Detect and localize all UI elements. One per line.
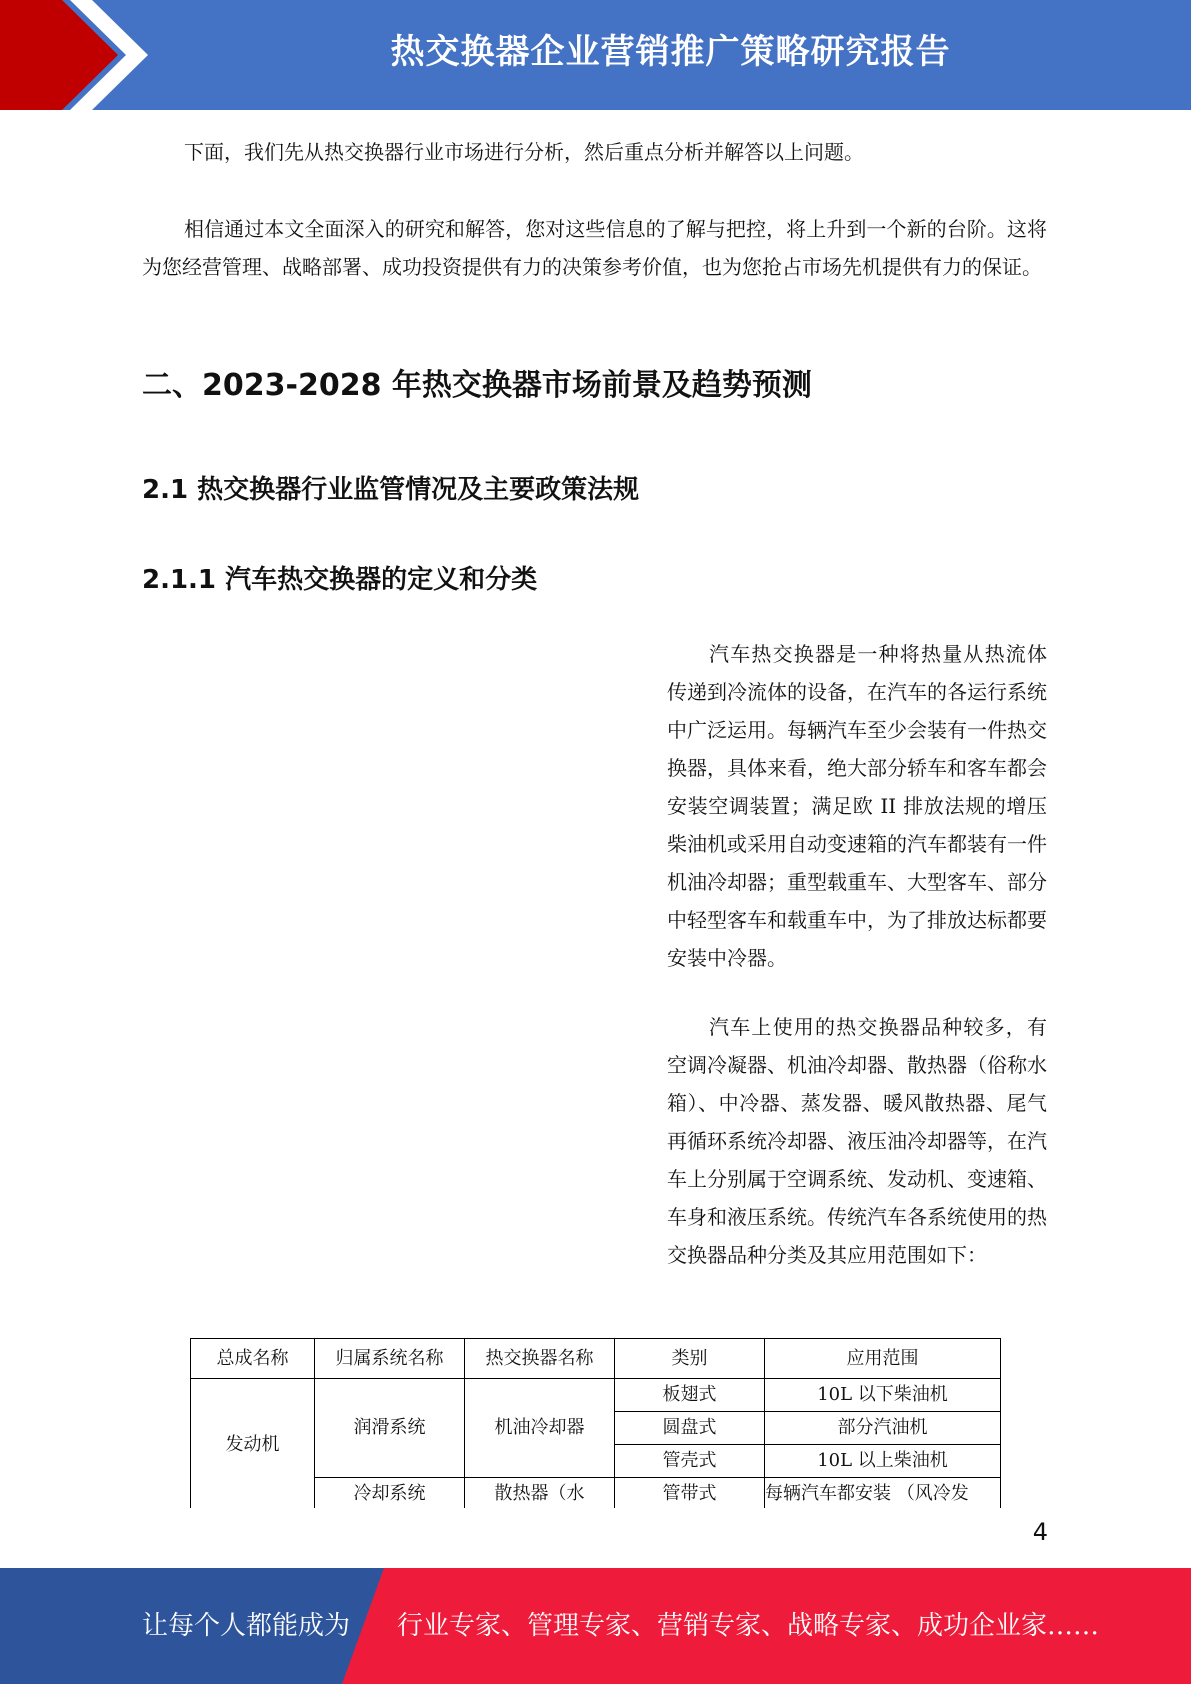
header-arrow-decoration bbox=[0, 0, 170, 110]
table-header-cell: 应用范围 bbox=[765, 1339, 1001, 1379]
table-cell-scope: 部分汽油机 bbox=[765, 1412, 1001, 1445]
footer-slogan-right: 行业专家、管理专家、营销专家、战略专家、成功企业家…… bbox=[397, 1611, 1100, 1641]
table-cell-system: 冷却系统 bbox=[315, 1478, 465, 1509]
table-cell-assembly: 发动机 bbox=[191, 1379, 315, 1509]
table-header-cell: 归属系统名称 bbox=[315, 1339, 465, 1379]
table-header-cell: 类别 bbox=[615, 1339, 765, 1379]
table-cell-scope: 10L 以下柴油机 bbox=[765, 1379, 1001, 1412]
intro-paragraph-1: 下面，我们先从热交换器行业市场进行分析，然后重点分析并解答以上问题。 bbox=[184, 140, 864, 164]
subsection-heading: 2.1 热交换器行业监管情况及主要政策法规 bbox=[142, 475, 640, 505]
table-header-cell: 热交换器名称 bbox=[465, 1339, 615, 1379]
page-number: 4 bbox=[1032, 1518, 1048, 1546]
footer-slogan-left: 让每个人都能成为 bbox=[142, 1611, 351, 1641]
heat-exchanger-table bbox=[190, 1338, 1001, 1508]
table-cell-category: 管带式 bbox=[615, 1478, 765, 1509]
section-heading: 二、2023-2028 年热交换器市场前景及趋势预测 bbox=[142, 368, 812, 403]
table-cell-category: 管壳式 bbox=[615, 1445, 765, 1478]
table-cell-exchanger: 机油冷却器 bbox=[465, 1379, 615, 1478]
table-header-cell: 总成名称 bbox=[191, 1339, 315, 1379]
table-cell-exchanger: 散热器（水 bbox=[465, 1478, 615, 1509]
report-title: 热交换器企业营销推广策略研究报告 bbox=[390, 32, 951, 72]
definition-paragraph: 汽车热交换器是一种将热量从热流体传递到冷流体的设备，在汽车的各运行系统中广泛运用。每辆汽车至少会装有一件热交换器，具体来看，绝大部分轿车和客车都会安装空调装置；满足欧 II 排放法规的增压柴油机或采用自动变速箱的汽车都装有一件机油冷却器；重型载重车、大型客车、部分中轻型客车和载重车中，为了排放达标都要安装中冷器。 bbox=[667, 642, 1047, 970]
page-footer bbox=[0, 1568, 1191, 1684]
classification-paragraph: 汽车上使用的热交换器品种较多，有空调冷凝器、机油冷却器、散热器（俗称水箱）、中冷器、蒸发器、暖风散热器、尾气再循环系统冷却器、液压油冷却器等，在汽车上分别属于空调系统、发动机、变速箱、车身和液压系统。传统汽车各系统使用的热交换器品种分类及其应用范围如下： bbox=[667, 1015, 1047, 1267]
table-cell-system: 润滑系统 bbox=[315, 1379, 465, 1478]
intro-paragraph-2: 相信通过本文全面深入的研究和解答，您对这些信息的了解与把控，将上升到一个新的台阶。这将为您经营管理、战略部署、成功投资提供有力的决策参考价值，也为您抢占市场先机提供有力的保证。 bbox=[142, 217, 1047, 279]
page-header bbox=[0, 0, 1191, 110]
table-header-row bbox=[191, 1339, 1001, 1379]
table-cell-scope: 10L 以上柴油机 bbox=[765, 1445, 1001, 1478]
table-cell-category: 板翅式 bbox=[615, 1379, 765, 1412]
table-row bbox=[191, 1379, 1001, 1412]
table-cell-scope: 每辆汽车都安装 （风冷发 bbox=[765, 1478, 1001, 1509]
subsubsection-heading: 2.1.1 汽车热交换器的定义和分类 bbox=[142, 565, 538, 595]
table-cell-category: 圆盘式 bbox=[615, 1412, 765, 1445]
